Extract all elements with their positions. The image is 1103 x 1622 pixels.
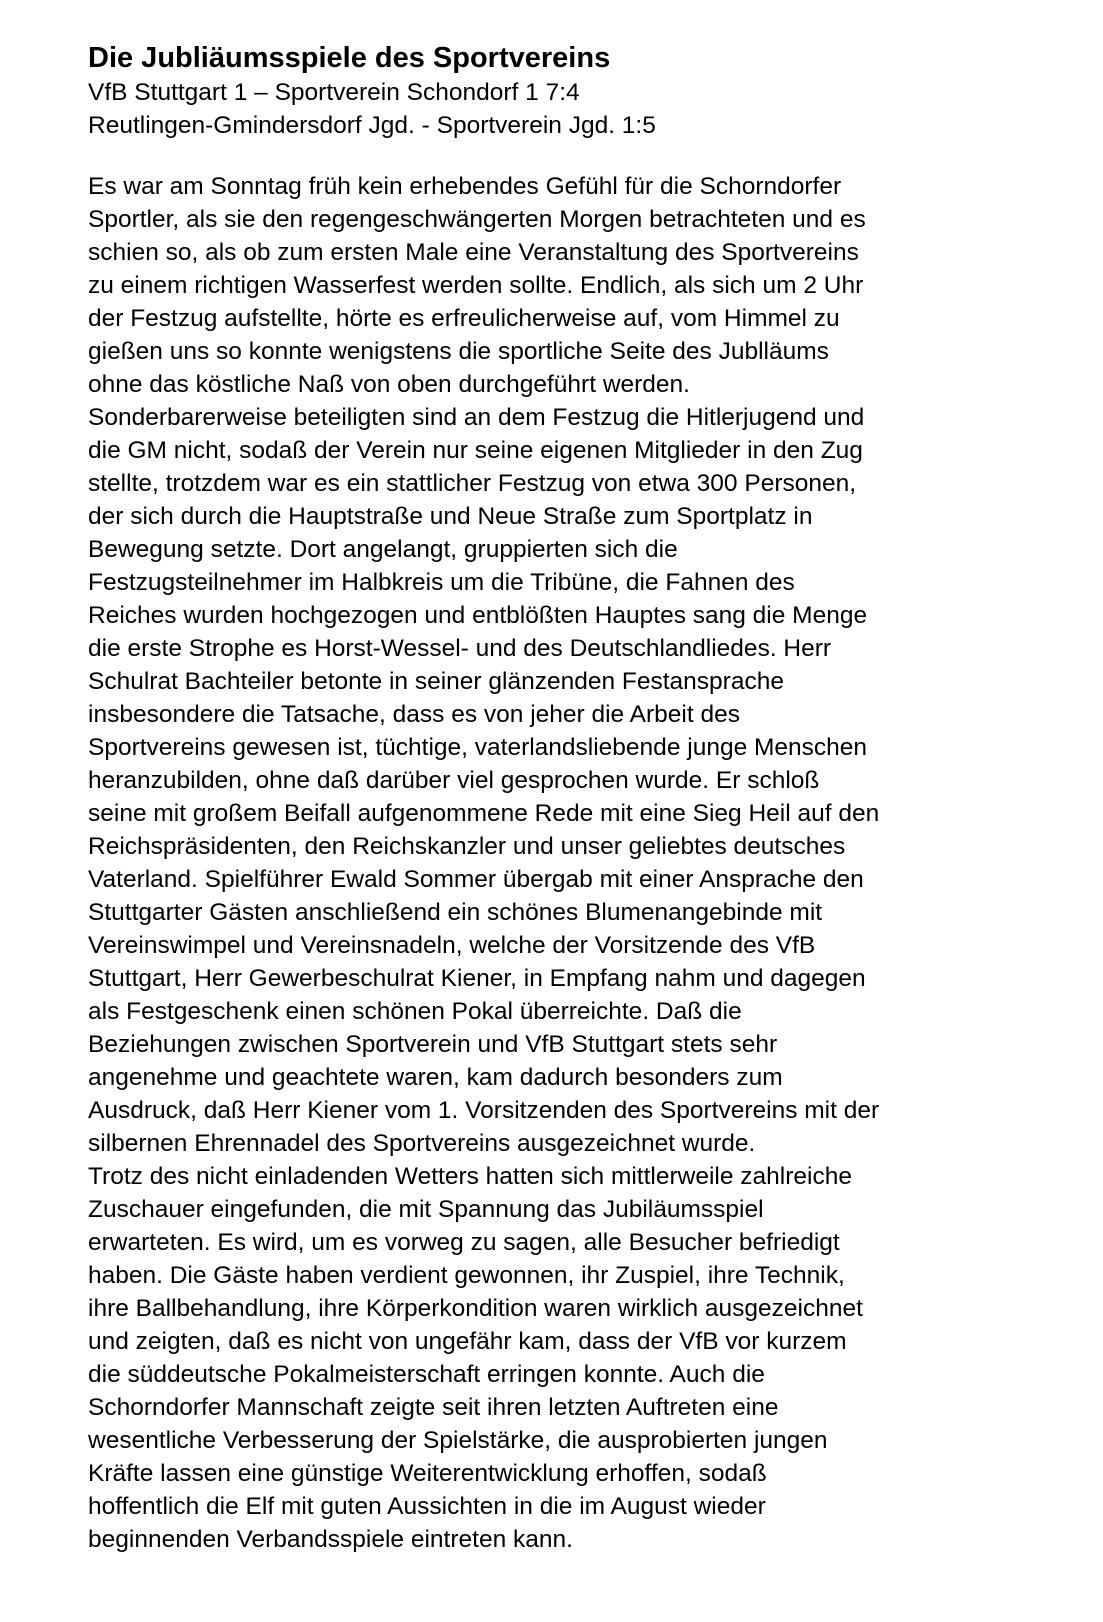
article-body-line: beginnenden Verbandsspiele eintreten kann.: [88, 1526, 573, 1553]
article-body: [88, 170, 1048, 1556]
article-body-line: Vaterland. Spielführer Ewald Sommer übergab mit einer Ansprache den: [88, 866, 864, 893]
article-body-line: Festzugsteilnehmer im Halbkreis um die Tribüne, die Fahnen des: [88, 569, 795, 596]
article-body-line: ihre Ballbehandlung, ihre Körperkondition waren wirklich ausgezeichnet: [88, 1295, 863, 1322]
article-body-line: haben. Die Gäste haben verdient gewonnen, ihr Zuspiel, ihre Technik,: [88, 1262, 845, 1289]
article-body-line: Es war am Sonntag früh kein erhebendes Gefühl für die Schorndorfer: [88, 173, 842, 200]
article-header: [88, 40, 1048, 142]
article-body-line: Beziehungen zwischen Sportverein und VfB Stuttgart stets sehr: [88, 1031, 778, 1058]
article-body-line: Reiches wurden hochgezogen und entblößten Hauptes sang die Menge: [88, 602, 868, 629]
match-result-2: Reutlingen-Gmindersdorf Jgd. - Sportverein Jgd. 1:5: [88, 111, 656, 139]
article-body-line: seine mit großem Beifall aufgenommene Rede mit eine Sieg Heil auf den: [88, 800, 880, 827]
article-body-line: Zuschauer eingefunden, die mit Spannung das Jubiläumsspiel: [88, 1196, 764, 1223]
article-body-line: wesentliche Verbesserung der Spielstärke, die ausprobierten jungen: [88, 1427, 828, 1454]
article-body-line: insbesondere die Tatsache, dass es von jeher die Arbeit des: [88, 701, 740, 728]
article-title: Die Jubliäumsspiele des Sportvereins: [88, 42, 611, 74]
article-body-line: stellte, trotzdem war es ein stattlicher Festzug von etwa 300 Personen,: [88, 470, 857, 497]
article-body-line: die GM nicht, sodaß der Verein nur seine eigenen Mitglieder in den Zug: [88, 437, 863, 464]
article-body-line: Sonderbarerweise beteiligten sind an dem Festzug die Hitlerjugend und: [88, 404, 865, 431]
article-body-line: als Festgeschenk einen schönen Pokal überreichte. Daß die: [88, 998, 742, 1025]
article-body-line: heranzubilden, ohne daß darüber viel gesprochen wurde. Er schloß: [88, 767, 820, 794]
article-body-line: erwarteten. Es wird, um es vorweg zu sagen, alle Besucher befriedigt: [88, 1229, 840, 1256]
article-body-line: Kräfte lassen eine günstige Weiterentwicklung erhoffen, sodaß: [88, 1460, 767, 1487]
article-body-line: Sportler, als sie den regengeschwängerten Morgen betrachteten und es: [88, 206, 866, 233]
article-body-line: Reichspräsidenten, den Reichskanzler und unser geliebtes deutsches: [88, 833, 846, 860]
article-body-line: Vereinswimpel und Vereinsnadeln, welche der Vorsitzende des VfB: [88, 932, 816, 959]
article-body-line: die erste Strophe es Horst-Wessel- und des Deutschlandliedes. Herr: [88, 635, 832, 662]
article-body-line: silbernen Ehrennadel des Sportvereins ausgezeichnet wurde.: [88, 1130, 756, 1157]
article-body-line: Bewegung setzte. Dort angelangt, gruppierten sich die: [88, 536, 678, 563]
article-body-line: angenehme und geachtete waren, kam dadurch besonders zum: [88, 1064, 783, 1091]
article-body-line: Stuttgart, Herr Gewerbeschulrat Kiener, in Empfang nahm und dagegen: [88, 965, 866, 992]
article-body-line: zu einem richtigen Wasserfest werden sollte. Endlich, als sich um 2 Uhr: [88, 272, 864, 299]
article-body-line: schien so, als ob zum ersten Male eine Veranstaltung des Sportvereins: [88, 239, 859, 266]
match-result-1: VfB Stuttgart 1 – Sportverein Schondorf 1 7:4: [88, 79, 580, 106]
article-body-line: Trotz des nicht einladenden Wetters hatten sich mittlerweile zahlreiche: [88, 1163, 852, 1190]
article-body-line: ohne das köstliche Naß von oben durchgeführt werden.: [88, 371, 690, 398]
article-body-line: Sportvereins gewesen ist, tüchtige, vaterlandsliebende junge Menschen: [88, 734, 868, 761]
article-body-line: die süddeutsche Pokalmeisterschaft erringen konnte. Auch die: [88, 1361, 765, 1388]
article-body-line: gießen uns so konnte wenigstens die sportliche Seite des Jublläums: [88, 338, 829, 365]
article-body-line: Schorndorfer Mannschaft zeigte seit ihren letzten Auftreten eine: [88, 1394, 779, 1421]
article-body-line: Stuttgarter Gästen anschließend ein schönes Blumenangebinde mit: [88, 899, 823, 926]
article-body-line: Schulrat Bachteiler betonte in seiner glänzenden Festansprache: [88, 668, 784, 695]
article-body-line: der Festzug aufstellte, hörte es erfreulicherweise auf, vom Himmel zu: [88, 305, 840, 332]
article-body-line: Ausdruck, daß Herr Kiener vom 1. Vorsitzenden des Sportvereins mit der: [88, 1097, 880, 1124]
article-body-line: und zeigten, daß es nicht von ungefähr kam, dass der VfB vor kurzem: [88, 1328, 847, 1355]
article-body-line: hoffentlich die Elf mit guten Aussichten in die im August wieder: [88, 1493, 766, 1520]
article-body-line: der sich durch die Hauptstraße und Neue Straße zum Sportplatz in: [88, 503, 813, 530]
